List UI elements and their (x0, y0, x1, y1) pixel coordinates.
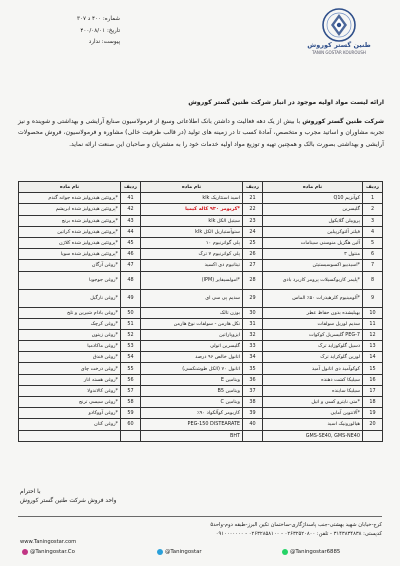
row-index-cell: 46 (121, 249, 141, 260)
row-index-cell: 8 (363, 271, 383, 289)
row-index-cell: 18 (363, 397, 383, 408)
intro-company: شرکت طنین گستر کوروش (302, 118, 384, 125)
attachment-value: ندارد (88, 39, 101, 45)
material-name-cell: منتول ۳ (263, 249, 363, 260)
row-index-cell: 29 (243, 289, 263, 307)
table-row (19, 385, 383, 396)
row-index-cell: 25 (243, 237, 263, 248)
row-index-cell: 14 (363, 352, 383, 363)
company-logo (304, 7, 374, 75)
table-row (19, 341, 383, 352)
social-bar (22, 549, 382, 559)
material-name-cell: کاربومر کوآلکواد ۹۰٪ (141, 408, 243, 419)
row-index-cell: 40 (243, 419, 263, 430)
attachment-label: پیوست: (101, 39, 120, 45)
row-index-cell: 35 (243, 363, 263, 374)
row-index-cell: 58 (121, 397, 141, 408)
row-index-cell: 34 (243, 352, 263, 363)
material-name-cell: *روغن درخت چای (19, 363, 121, 374)
material-name-cell: *روغن ماکادمیا (19, 341, 121, 352)
material-name-cell: *پروتئین هیدرولیز شده ابریشم (19, 204, 121, 215)
table-body (19, 193, 383, 442)
material-name-cell: *آلومینیوم کلرهیدرات ۵۰٪ الماس (263, 289, 363, 307)
material-name-cell: *آلانتوین آمایی (263, 408, 363, 419)
material-name-cell: ویتامین E (141, 374, 243, 385)
material-name-cell: *روغن کرچک (19, 318, 121, 329)
table-row (19, 363, 383, 374)
row-index-cell: 7 (363, 260, 383, 271)
material-name-cell: *پروتئین هیدرولیز شده کلاژن (19, 237, 121, 248)
material-name-cell: *پروتئین هیدرولیز شده برنج (19, 215, 121, 226)
row-index-cell: 45 (121, 237, 141, 248)
material-name-cell: پلی گواترنیوم ۱۰ (141, 237, 243, 248)
material-name-cell: گلیسرین اتولی (141, 341, 243, 352)
material-name-cell: *متی نایترو کسی و اتیل (263, 397, 363, 408)
telegram-handle[interactable]: @Taningostar (157, 549, 202, 555)
row-index-cell: 52 (121, 329, 141, 340)
table-row (19, 408, 383, 419)
table-row (19, 249, 383, 260)
row-index-cell (121, 430, 141, 441)
intro-paragraph (18, 116, 384, 150)
number-value: ۴۰۰ د ۳۰۷ (76, 16, 102, 22)
material-name-cell: تیتانیوم دی اکسید (141, 260, 243, 271)
row-index-cell: 5 (363, 237, 383, 248)
material-name-cell: *روغن نارگیل (19, 289, 121, 307)
footer-address (20, 521, 382, 547)
material-name-cell: *روغن هسته انار (19, 374, 121, 385)
number-label: شماره: (102, 16, 120, 22)
table-row (19, 204, 383, 215)
row-index-cell: 23 (243, 215, 263, 226)
website-link[interactable]: www.Taningostar.com (20, 539, 77, 546)
material-name-cell: سیلیکا کشت دهنده (263, 374, 363, 385)
material-name-cell: سیلیکا ساینده (263, 385, 363, 396)
row-index-cell: 10 (363, 307, 383, 318)
row-index-cell: 27 (243, 260, 263, 271)
material-name-cell: اسید استئاریک klk (141, 193, 243, 204)
material-name-cell: GMS-SE40, GMS-NE40 (263, 430, 363, 441)
whatsapp-icon (282, 549, 288, 555)
row-index-cell: 28 (243, 271, 263, 289)
material-name-cell: کوکوآمید دی اتانول آمید (263, 363, 363, 374)
row-index-cell: 32 (243, 329, 263, 340)
date-value: ۴۰۰/۰۸/۰۱ (80, 27, 106, 34)
column-header-name: نام ماده (263, 182, 363, 193)
row-index-cell: 30 (243, 307, 263, 318)
column-header-index: ردیف (121, 182, 141, 193)
row-index-cell: 24 (243, 226, 263, 237)
table-row (19, 318, 383, 329)
row-index-cell: 48 (121, 271, 141, 289)
material-name-cell: کوآنزیم Q10 (263, 193, 363, 204)
material-name-cell: *روغن جوجوبا (19, 271, 121, 289)
row-index-cell: 50 (121, 307, 141, 318)
row-index-cell (243, 430, 263, 441)
row-index-cell: 41 (121, 193, 141, 204)
row-index-cell: 16 (363, 374, 383, 385)
material-name-cell: اتانول خالص ۹۶ درصد (141, 352, 243, 363)
footer-divider (18, 516, 382, 517)
material-name-cell: *روغن کتان (19, 419, 121, 430)
logo-name-en: TANIN GOSTAR KOUROUSH (312, 50, 366, 55)
table-row (19, 260, 383, 271)
material-name-cell: *امولسیفایر (IPM) (141, 271, 243, 289)
row-index-cell: 22 (243, 204, 263, 215)
material-name-cell: سیتیل الکل klk (141, 215, 243, 226)
material-name-cell: *کربومر ۹۴۰ کاله کیمیا (141, 204, 243, 215)
material-name-cell: *پروتئین هیدرولیز شده سویا (19, 249, 121, 260)
row-index-cell: 47 (121, 260, 141, 271)
material-name-cell: هیالورونیک اسید (263, 419, 363, 430)
table-row (19, 329, 383, 340)
material-name-cell: *روغن سیسی ترنج (19, 397, 121, 408)
column-header-name: نام ماده (19, 182, 121, 193)
table-row (19, 307, 383, 318)
row-index-cell: 43 (121, 215, 141, 226)
telegram-icon (157, 549, 163, 555)
row-index-cell: 15 (363, 363, 383, 374)
intro-text: با بیش از یک دهه فعالیت و داشتن بانک اطلاعاتی وسیع از فرمولاسیون صنایع آرایشی و بهداشتی و شوینده و نیز تجربه مشاوران و اساتید مجرب و متخصص، آمادۀ کسب تا در زمینه های تولید (در قالب ظرفیت خالی) مشاوره و فرمولاسیون، فروش محصولات آرایشی و بهداشتی بصورت بالک و همچنین تهیه و توزیع مواد اولیه خدمات خود را به مشتریان و صاحبان این صنعت ارائه نماید. (18, 118, 384, 148)
material-name-cell: *پروتئین هیدرولیز شده جوانه گندم (19, 193, 121, 204)
material-name-cell: *روغن بادام شیرین و تلخ (19, 307, 121, 318)
row-index-cell: 44 (121, 226, 141, 237)
table-row (19, 226, 383, 237)
material-name-cell: *روغن آرگان (19, 260, 121, 271)
row-index-cell: 6 (363, 249, 383, 260)
material-name-cell: BHT (141, 430, 243, 441)
row-index-cell: 21 (243, 193, 263, 204)
material-name-cell: *پروتئین هیدرولیز شده کراتین (19, 226, 121, 237)
row-index-cell: 20 (363, 419, 383, 430)
row-index-cell: 9 (363, 289, 383, 307)
row-index-cell: 57 (121, 385, 141, 396)
row-index-cell: 39 (243, 408, 263, 419)
letter-title: ارائه لیست مواد اولیه موجود در انبار شرکت طنین گستر کوروش (188, 99, 384, 106)
row-index-cell: 49 (121, 289, 141, 307)
material-name-cell: بوزن تالک (141, 307, 243, 318)
phone-line: کدپستی: ۳۱۴۳۸۳۴۸۳۸ - تلفن: ۰۲۶۳۲۵۲۰۸۰۰ - ۰۲۶۳۲۸۵۸۱۰۰ - ۰۹۱۰۰۰۰۰۰۰ (215, 530, 382, 537)
closing-greeting: با احترام (20, 489, 41, 495)
table-row (19, 215, 383, 226)
date-label: تاریخ: (106, 27, 120, 34)
closing-block (20, 488, 160, 506)
table-row (19, 374, 383, 385)
table-row (19, 237, 383, 248)
row-index-cell: 37 (243, 385, 263, 396)
instagram-icon (22, 549, 28, 555)
row-index-cell: 56 (121, 374, 141, 385)
material-name-cell: ویتامین C (141, 397, 243, 408)
material-name-cell: *روغن فندق (19, 352, 121, 363)
column-header-index: ردیف (243, 182, 263, 193)
material-name-cell: لورین گلوکزاید ترک (263, 352, 363, 363)
material-name-cell: فیلتر آلتوکرپیلین (263, 226, 363, 237)
material-name-cell: سدیم لوریل سولفات (263, 318, 363, 329)
instagram-handle[interactable]: @Taningostar.Co (22, 549, 75, 555)
row-index-cell: 54 (121, 352, 141, 363)
row-index-cell: 53 (121, 341, 141, 352)
whatsapp-handle[interactable]: @Taningostar6885 (282, 549, 340, 555)
row-index-cell: 2 (363, 204, 383, 215)
table-row (19, 419, 383, 430)
material-name-cell: گلیسرین (263, 204, 363, 215)
table-header-row (19, 182, 383, 193)
material-name-cell: سدیم پی سی ای (141, 289, 243, 307)
row-index-cell: 11 (363, 318, 383, 329)
letter-meta (30, 14, 120, 49)
materials-table (18, 181, 383, 442)
row-index-cell: 59 (121, 408, 141, 419)
logo-emblem-icon (317, 7, 361, 43)
material-name-cell: PEG-7 گلیسریل کوکوات (263, 329, 363, 340)
material-name-cell: پروپیلن گلایکول (263, 215, 363, 226)
material-name-cell: آلین هگزیل منوسنی سینامات (263, 237, 363, 248)
row-index-cell: 31 (243, 318, 263, 329)
row-index-cell: 51 (121, 318, 141, 329)
material-name-cell: *روغن زیتون (19, 329, 121, 340)
row-index-cell: 38 (243, 397, 263, 408)
table-row (19, 271, 383, 289)
material-name-cell: ستوآستیاریل الکل klk (141, 226, 243, 237)
column-header-index: ردیف (363, 182, 383, 193)
material-name-cell: پلی کواترنیوم ۷ ترک (141, 249, 243, 260)
row-index-cell: 42 (121, 204, 141, 215)
address-line: کرج-خیابان شهید بهشتی-جنب پاسداژگاری-ساختمان تکین البرز-طبقه دوم-واحد۵ (210, 522, 382, 528)
row-index-cell: 1 (363, 193, 383, 204)
row-index-cell: 3 (363, 215, 383, 226)
row-index-cell: 17 (363, 385, 383, 396)
material-name-cell: ویتامین B5 (141, 385, 243, 396)
material-name-cell: ایزوپاراتین (141, 329, 243, 340)
material-name-cell (19, 430, 121, 441)
material-name-cell: *روغن کالاندولا (19, 385, 121, 396)
material-name-cell: *اسیدبیو اکسوسیستیئن (263, 260, 363, 271)
logo-name-fa: طنین گستر کوروش (307, 41, 371, 49)
material-name-cell: *روغن آووکادو (19, 408, 121, 419)
row-index-cell: 36 (243, 374, 263, 385)
column-header-name: نام ماده (141, 182, 243, 193)
row-index-cell: 19 (363, 408, 383, 419)
row-index-cell (363, 430, 383, 441)
material-name-cell: PEG-150 DISTEARATE (141, 419, 243, 430)
row-index-cell: 12 (363, 329, 383, 340)
material-name-cell: نکل هارمن - سولفات نوع هارمن (141, 318, 243, 329)
row-index-cell: 33 (243, 341, 263, 352)
material-name-cell: بهبلیشده بدون حفاظ عطر (263, 307, 363, 318)
closing-signature: واحد فروش شرکت طنین گستر کوروش (20, 498, 117, 504)
table-row (19, 193, 383, 204)
row-index-cell: 4 (363, 226, 383, 237)
material-name-cell: اتانول ۷۰ (الکل طوشنکسی) (141, 363, 243, 374)
table-row (19, 397, 383, 408)
row-index-cell: 60 (121, 419, 141, 430)
row-index-cell: 55 (121, 363, 141, 374)
table-row (19, 430, 383, 441)
material-name-cell: دسیل گلوکوزاید ترک (263, 341, 363, 352)
table-row (19, 289, 383, 307)
table-row (19, 352, 383, 363)
row-index-cell: 13 (363, 341, 383, 352)
row-index-cell: 26 (243, 249, 263, 260)
material-name-cell: *پلیمر کاربوکسیلات پرومر کاربرد بادی (263, 271, 363, 289)
